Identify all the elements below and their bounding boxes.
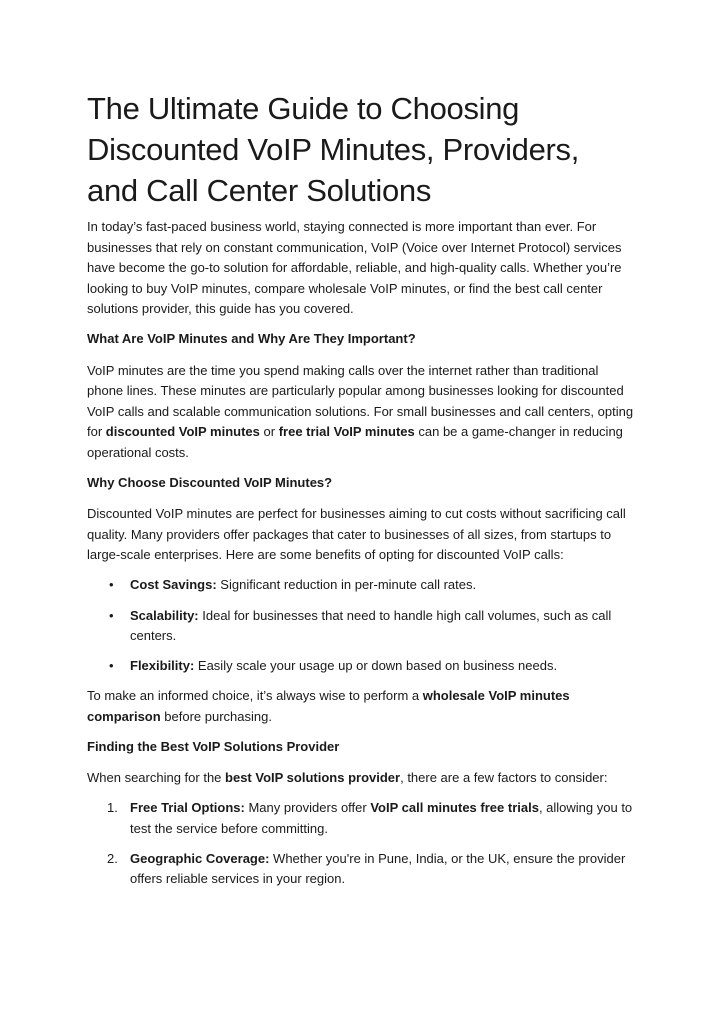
page-title: The Ultimate Guide to Choosing Discounted VoIP Minutes, Providers, and Call Center Solutions: [87, 91, 580, 208]
list-item: [87, 798, 635, 839]
bold-discounted-voip-minutes: discounted VoIP minutes: [105, 424, 260, 440]
text-run: , there are a few factors to consider:: [400, 770, 608, 786]
why-discounted-paragraph: Discounted VoIP minutes are perfect for businesses aiming to cut costs without sacrificing call quality. Many providers offer packages that cater to businesses of all sizes, from startups to large-scale enterprises. Here are some benefits of opting for discounted VoIP calls:: [87, 506, 626, 563]
list-item: [87, 606, 635, 647]
list-item: [87, 849, 635, 890]
list-number: 1.: [107, 800, 118, 816]
comparison-paragraph: [87, 686, 635, 727]
section-heading-why-discounted: Why Choose Discounted VoIP Minutes?: [87, 475, 333, 491]
list-item-label: Free Trial Options:: [130, 800, 245, 816]
text-run: When searching for the: [87, 770, 226, 786]
bullet-marker: •: [109, 577, 114, 593]
bullet-marker: •: [109, 658, 114, 674]
text-run: VoIP minutes are the time you spend making calls over the internet rather than traditional phone lines. These minutes are particularly popular among businesses looking for discounted VoIP calls and scalable communication solutions. For small businesses and call centers, opting for: [87, 362, 634, 440]
list-item-text: Ideal for businesses that need to handle high call volumes, such as call centers.: [130, 607, 612, 644]
section-heading-best-provider: Finding the Best VoIP Solutions Provider: [87, 738, 340, 754]
list-item-label: Flexibility:: [130, 658, 195, 674]
text-run: or: [259, 424, 279, 440]
intro-paragraph: In today’s fast-paced business world, staying connected is more important than ever. For businesses that rely on constant communication, VoIP (Voice over Internet Protocol) services have become the go-to solution for affordable, reliable, and high-quality calls. Whether you’re looking to buy VoIP minutes, compare wholesale VoIP minutes, or find the best call center solutions provider, this guide has you covered.: [87, 219, 622, 317]
bold-wholesale-comparison: wholesale VoIP minutes comparison: [87, 688, 570, 724]
benefits-list: [87, 575, 635, 676]
bullet-marker: •: [109, 607, 114, 623]
list-item: [87, 575, 635, 596]
text-run: To make an informed choice, it’s always wise to perform a: [87, 688, 423, 704]
list-item-text: Easily scale your usage up or down based on business needs.: [194, 658, 558, 674]
document-page: [87, 88, 635, 900]
voip-minutes-paragraph: [87, 361, 635, 464]
bold-best-provider: best VoIP solutions provider: [225, 770, 401, 786]
text-run: before purchasing.: [160, 708, 272, 724]
list-item-label: Cost Savings:: [130, 577, 217, 593]
list-item-label: Geographic Coverage:: [130, 850, 270, 866]
list-item-text: Whether you're in Pune, India, or the UK, ensure the provider offers reliable services in your region.: [130, 850, 626, 887]
list-item-label: Scalability:: [130, 607, 199, 623]
bold-free-trials: VoIP call minutes free trials: [370, 800, 539, 816]
list-number: 2.: [107, 850, 118, 866]
factors-list: [87, 798, 635, 890]
list-item-text: , allowing you to test the service before committing.: [130, 800, 633, 836]
list-item-text: Many providers offer: [244, 800, 371, 816]
list-item: [87, 656, 635, 677]
bold-free-trial-voip-minutes: free trial VoIP minutes: [278, 424, 415, 440]
best-provider-paragraph: [87, 768, 635, 789]
text-run: can be a game-changer in reducing operational costs.: [87, 424, 623, 460]
list-item-text: Significant reduction in per-minute call rates.: [216, 577, 477, 593]
section-heading-voip-minutes: What Are VoIP Minutes and Why Are They Important?: [87, 331, 416, 347]
